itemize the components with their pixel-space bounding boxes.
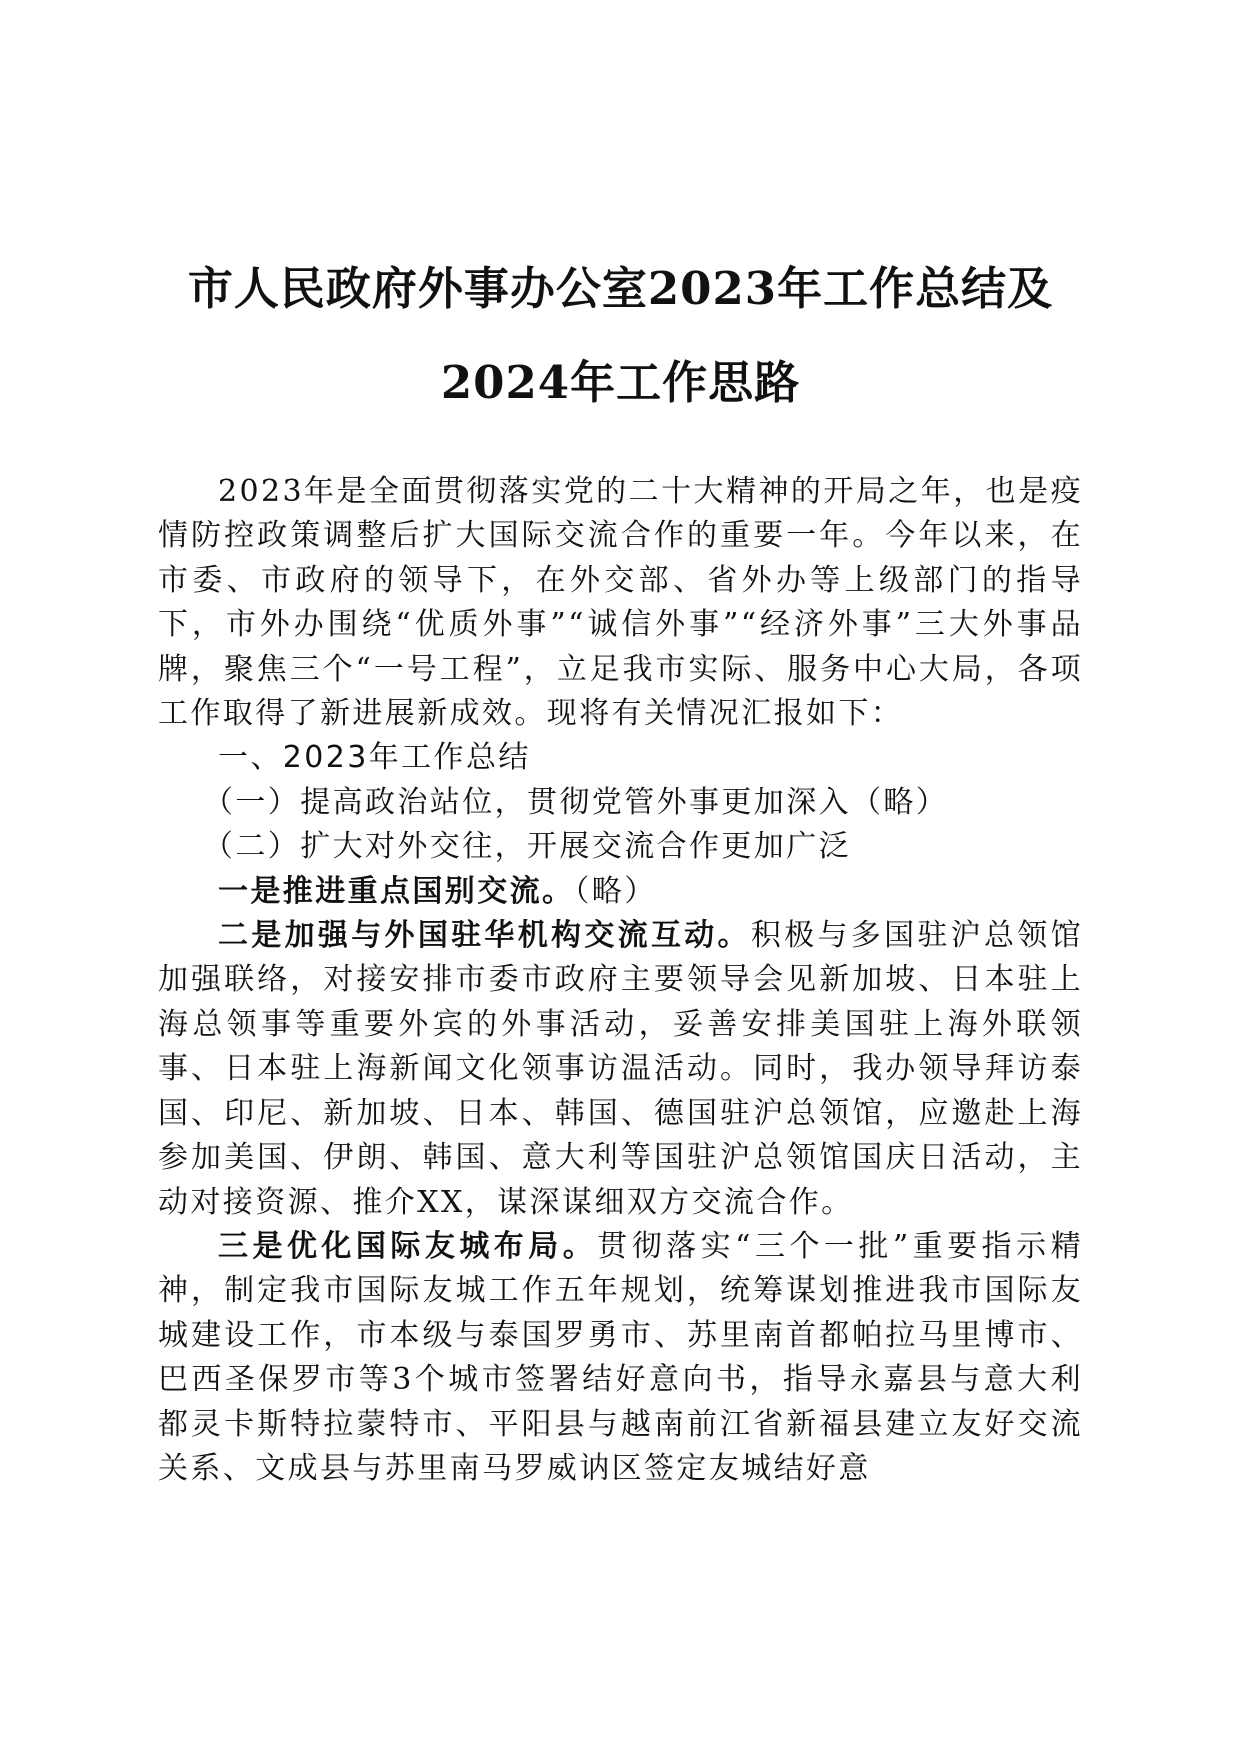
item-lead-2: 二是加强与外国驻华机构交流互动。 bbox=[218, 918, 751, 954]
item-text-1: （略） bbox=[574, 873, 657, 909]
section-heading: 一、2023年工作总结 bbox=[218, 740, 531, 776]
item-text-3: 贯彻落实“三个一批”重要指示精神，制定我市国际友城工作五年规划，统筹谋划推进我市国际友城建设工作，市本级与泰国罗勇市、苏里南首都帕拉马里博市、巴西圣保罗市等3个城市签署结好意向书，指导永嘉县与意大利都灵卡斯特拉蒙特市、平阳县与越南前江省新福县建立友好交流关系、文成县与苏里南马罗威讷区签定友城结好意 bbox=[158, 1228, 1083, 1486]
item-lead-1: 一是推进重点国别交流。 bbox=[218, 873, 575, 909]
item-paragraph-3 bbox=[158, 1225, 1083, 1491]
document-title-line-2: 2024年工作思路 bbox=[440, 356, 801, 409]
item-paragraph-2 bbox=[158, 914, 1083, 1225]
document-body bbox=[158, 470, 1083, 1491]
document-title-line-1: 市人民政府外事办公室2023年工作总结及 bbox=[187, 262, 1054, 315]
item-paragraph-1 bbox=[158, 870, 1083, 914]
document-page bbox=[158, 0, 1083, 1754]
subsection-heading-1: （一）提高政治站位，贯彻党管外事更加深入（略） bbox=[203, 784, 949, 820]
subsection-heading-2: （二）扩大对外交往，开展交流合作更加广泛 bbox=[203, 829, 851, 865]
item-lead-3: 三是优化国际友城布局。 bbox=[218, 1228, 598, 1264]
item-text-2: 积极与多国驻沪总领馆加强联络，对接安排市委市政府主要领导会见新加坡、日本驻上海总领事等重要外宾的外事活动，妥善安排美国驻上海外联领事、日本驻上海新闻文化领事访温活动。同时，我办领导拜访泰国、印尼、新加坡、日本、韩国、德国驻沪总领馆，应邀赴上海参加美国、伊朗、韩国、意大利等国驻沪总领馆国庆日活动，主动对接资源、推介XX，谋深谋细双方交流合作。 bbox=[158, 918, 1083, 1220]
intro-paragraph: 2023年是全面贯彻落实党的二十大精神的开局之年，也是疫情防控政策调整后扩大国际交流合作的重要一年。今年以来，在市委、市政府的领导下，在外交部、省外办等上级部门的指导下，市外办围绕“优质外事”“诚信外事”“经济外事”三大外事品牌，聚焦三个“一号工程”，立足我市实际、服务中心大局，各项工作取得了新进展新成效。现将有关情况汇报如下： bbox=[158, 474, 1083, 732]
